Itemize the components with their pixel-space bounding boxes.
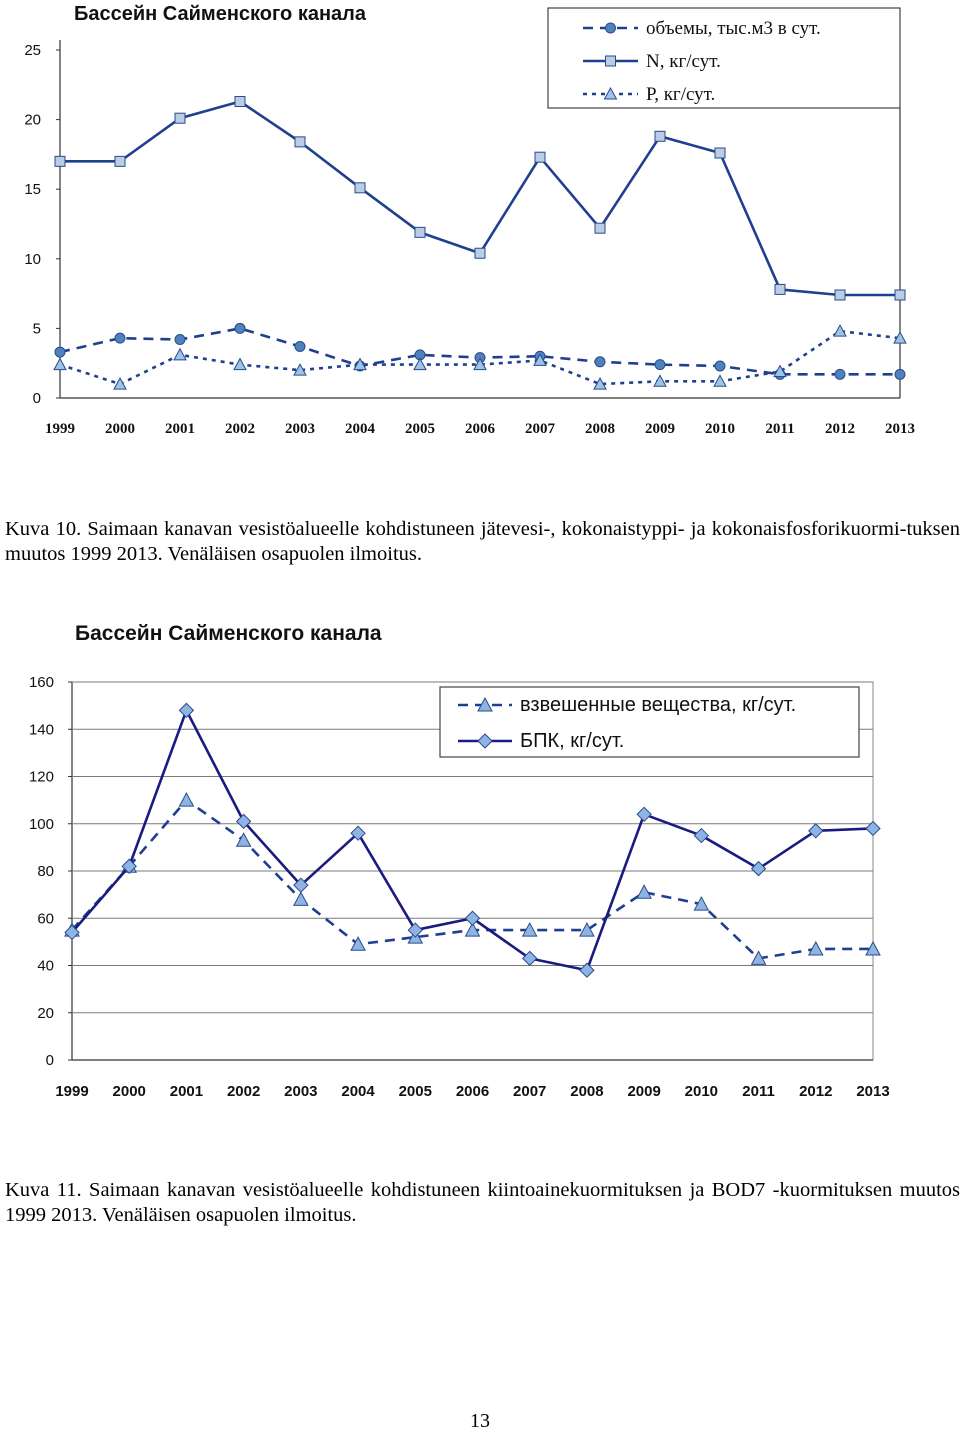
legend-label: N, кг/сут. [646, 51, 721, 72]
data-point [414, 359, 426, 370]
data-point [835, 290, 845, 300]
legend-label: Р, кг/сут. [646, 84, 716, 105]
x-tick-label: 2008 [585, 421, 615, 437]
data-point [595, 357, 605, 367]
x-tick-label: 2005 [405, 421, 435, 437]
x-tick-label: 2000 [105, 421, 135, 437]
x-tick-label: 2004 [345, 421, 375, 437]
data-point [715, 361, 725, 371]
x-tick-label: 1999 [55, 1083, 89, 1100]
data-point [415, 227, 425, 237]
x-tick-label: 2006 [465, 421, 495, 437]
data-point [295, 137, 305, 147]
data-point [637, 807, 651, 821]
data-point [234, 359, 246, 370]
x-tick-label: 2001 [165, 421, 195, 437]
x-tick-label: 2011 [765, 421, 795, 437]
data-point [654, 375, 666, 386]
data-point [752, 862, 766, 876]
data-point [637, 885, 651, 898]
y-tick-label: 15 [24, 181, 41, 199]
data-point [535, 152, 545, 162]
x-tick-label: 2003 [284, 1083, 318, 1100]
legend-label: объемы, тыс.м3 в сут. [646, 18, 821, 39]
x-tick-label: 2013 [885, 421, 915, 437]
data-point [55, 156, 65, 166]
figure-10-caption: Kuva 10. Saimaan kanavan vesistöalueelle kohdistuneen jätevesi-, kokonaistyppi- ja kokonaisfosforikuormi-tuksen muutos 1999 2013. Venäläisen osapuolen ilmoitus. [5, 518, 960, 565]
x-tick-label: 2011 [742, 1083, 775, 1100]
chart-figure-10 [0, 0, 960, 450]
data-point [895, 290, 905, 300]
data-point [408, 923, 422, 937]
chart-title: Бассейн Сайменского канала [75, 622, 382, 645]
x-tick-label: 2008 [570, 1083, 604, 1100]
data-point [174, 349, 186, 360]
data-point [775, 284, 785, 294]
y-tick-label: 60 [37, 910, 54, 928]
x-tick-label: 2004 [341, 1083, 375, 1100]
x-tick-label: 2003 [285, 421, 315, 437]
data-point [179, 703, 193, 717]
y-tick-label: 140 [28, 721, 54, 739]
figure-11-caption: Kuva 11. Saimaan kanavan vesistöalueelle kohdistuneen kiintoainekuormituksen ja BOD7 -kuormituksen muutos 1999 2013. Venäläisen osapuolen ilmoitus. [5, 1179, 960, 1226]
x-tick-label: 2005 [398, 1083, 432, 1100]
data-point [175, 113, 185, 123]
data-point [475, 248, 485, 258]
data-point [115, 156, 125, 166]
x-tick-label: 2007 [525, 421, 555, 437]
x-tick-label: 2013 [856, 1083, 890, 1100]
data-point [809, 824, 823, 838]
x-tick-label: 2007 [513, 1083, 547, 1100]
legend-marker [606, 56, 616, 66]
x-tick-label: 2012 [799, 1083, 833, 1100]
page-number: 13 [470, 1410, 490, 1432]
legend-label: БПК, кг/сут. [520, 730, 625, 752]
x-tick-label: 2002 [225, 421, 255, 437]
data-point [355, 183, 365, 193]
data-point [655, 360, 665, 370]
y-tick-label: 160 [28, 674, 54, 691]
x-tick-label: 2009 [627, 1083, 661, 1100]
y-tick-label: 5 [32, 320, 41, 338]
x-tick-label: 2000 [112, 1083, 146, 1100]
y-tick-label: 0 [32, 390, 41, 407]
x-tick-label: 2009 [645, 421, 675, 437]
data-point [115, 333, 125, 343]
data-point [179, 793, 193, 806]
y-tick-label: 40 [37, 957, 54, 975]
y-tick-label: 120 [28, 768, 54, 786]
y-tick-label: 0 [45, 1052, 54, 1069]
data-point [114, 378, 126, 389]
y-tick-label: 80 [37, 863, 54, 880]
data-point [655, 131, 665, 141]
x-tick-label: 1999 [45, 421, 75, 437]
data-point [237, 833, 251, 846]
data-point [694, 829, 708, 843]
x-tick-label: 2010 [684, 1083, 719, 1100]
series-line [60, 102, 900, 295]
y-tick-label: 10 [24, 250, 41, 268]
data-point [835, 369, 845, 379]
y-tick-label: 20 [37, 1004, 54, 1022]
x-tick-label: 2001 [169, 1083, 204, 1100]
y-tick-label: 20 [24, 111, 41, 129]
x-tick-label: 2010 [705, 421, 735, 437]
data-point [294, 892, 308, 905]
data-point [714, 375, 726, 386]
chart1-svg [0, 0, 960, 450]
chart2-svg [0, 612, 960, 1112]
data-point [235, 323, 245, 333]
chart-figure-11 [0, 612, 960, 1112]
x-tick-label: 2006 [455, 1083, 490, 1100]
legend-label: взвешенные вещества, кг/сут. [520, 694, 797, 716]
data-point [580, 923, 594, 936]
y-tick-label: 25 [24, 42, 41, 59]
data-point [895, 369, 905, 379]
data-point [715, 148, 725, 158]
data-point [175, 335, 185, 345]
data-point [295, 341, 305, 351]
x-tick-label: 2012 [825, 421, 855, 437]
data-point [235, 97, 245, 107]
y-tick-label: 100 [28, 815, 54, 833]
data-point [595, 223, 605, 233]
data-point [55, 347, 65, 357]
legend-marker [606, 23, 616, 33]
chart-title: Бассейн Сайменского канала [74, 3, 366, 25]
data-point [54, 359, 66, 370]
x-tick-label: 2002 [226, 1083, 261, 1100]
